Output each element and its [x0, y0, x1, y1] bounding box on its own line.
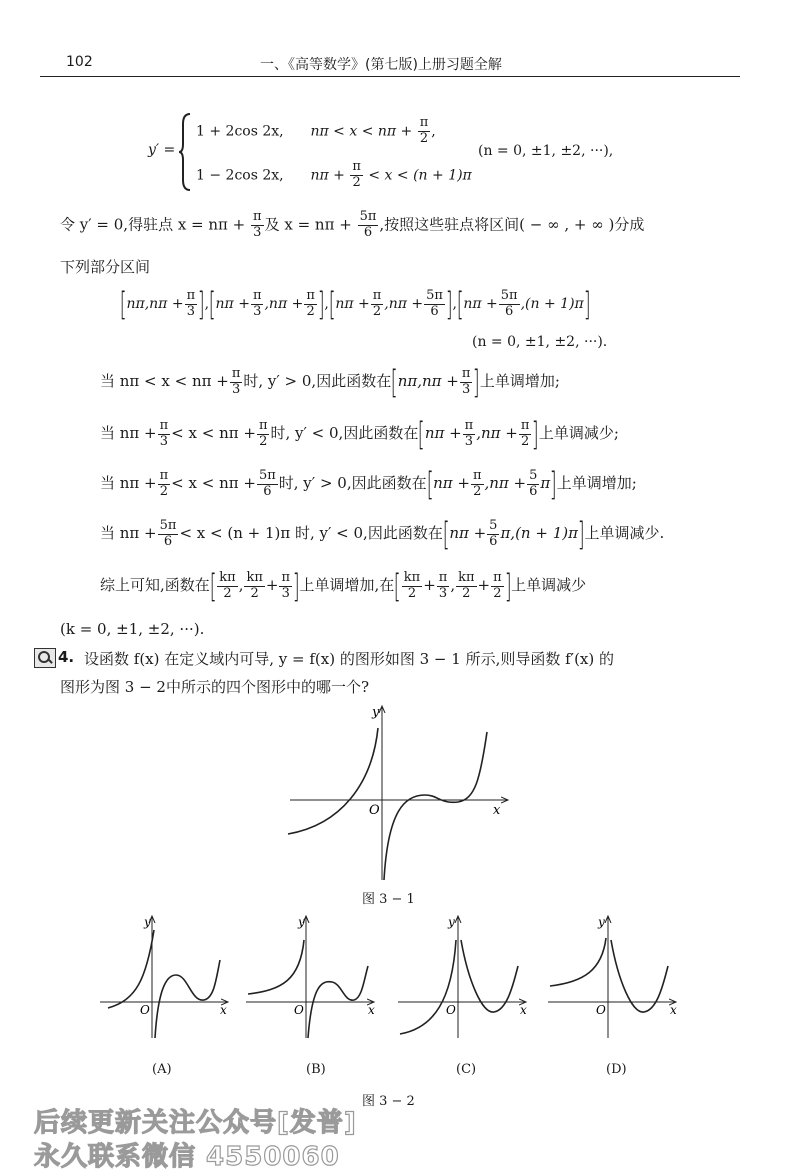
y-label: y	[372, 705, 380, 720]
curve-a-left	[108, 930, 154, 1008]
piecewise-n-range: (n = 0, ±1, ±2, ···),	[478, 143, 614, 159]
row1-expr: 1 + 2cos 2x,	[196, 123, 284, 140]
figure-3-2-panel-a	[96, 910, 236, 1040]
row2-expr: 1 − 2cos 2x,	[196, 167, 284, 184]
piecewise-row-1: 1 + 2cos 2x, nπ < x < nπ + $\frac{\pi}{2}$ ,	[196, 115, 436, 146]
svg-text:x: x	[520, 1003, 527, 1017]
problem-number: 4.	[58, 648, 75, 666]
curve-branch-left	[288, 728, 378, 834]
case-4: 当 nπ + $\frac{5\pi}{6}$ < x < (n + 1)π 时, y′ < 0,因此函数在[nπ + $\frac{5}{6}$ π,(n + 1)π]上单调减少.	[100, 515, 665, 553]
svg-text:O: O	[446, 1003, 456, 1017]
origin-label: O	[369, 803, 380, 818]
summary-line: 综上可知,函数在[ $\frac{k\pi}{2}$ , $\frac{k\pi}{2}$ + $\frac{\pi}{3}$ ]上单调增加,在[ $\frac{k\pi}{2}$ + $\frac{\pi}{3}$ , $\frac{k\pi}{2}$ + $\frac{\pi}{2}$ ]上单调减少	[100, 567, 587, 605]
x-label: x	[493, 803, 501, 818]
svg-text:O: O	[596, 1003, 606, 1017]
panel-label-a: (A)	[152, 1062, 172, 1077]
fraction: $\frac{\pi}{2}$	[352, 159, 361, 190]
curve-c-right	[461, 940, 518, 1012]
svg-text:y: y	[144, 915, 151, 929]
row2-cond: nπ +	[310, 167, 345, 184]
watermark-line-1: 后续更新关注公众号[发普]	[34, 1108, 357, 1138]
figure-3-2-panel-b	[242, 910, 382, 1040]
curve-d-right	[611, 940, 668, 1012]
curve-d-left	[550, 938, 606, 986]
case-1: 当 nπ < x < nπ + $\frac{\pi}{3}$ 时, y′ > 0,因此函数在[nπ,nπ + $\frac{\pi}{3}$ ]上单调增加;	[100, 363, 560, 401]
figure-3-2-panel-d	[544, 910, 684, 1040]
curve-a-right	[155, 960, 220, 1038]
figure-3-1	[280, 700, 520, 885]
magnifier-icon	[34, 648, 56, 668]
fraction: $\frac{\pi}{2}$	[419, 115, 429, 146]
svg-text:O: O	[294, 1003, 304, 1017]
row1-cond: nπ < x < nπ +	[310, 123, 413, 140]
intervals-intro: 下列部分区间	[60, 258, 151, 276]
svg-text:x: x	[220, 1003, 227, 1017]
problem-4-line-1: 设函数 f(x) 在定义域内可导, y = f(x) 的图形如图 3 − 1 所示,则导函数 f′(x) 的	[84, 650, 615, 668]
figure-3-2-caption: 图 3 − 2	[362, 1094, 415, 1109]
panel-label-d: (D)	[606, 1062, 627, 1077]
watermark-line-2: 永久联系微信 4550060	[34, 1142, 340, 1172]
fraction: $\frac{5\pi}{6}$	[359, 209, 377, 240]
svg-text:y: y	[598, 915, 605, 929]
panel-label-b: (B)	[306, 1062, 326, 1077]
case-3: 当 nπ + $\frac{\pi}{2}$ < x < nπ + $\frac{5\pi}{6}$ 时, y′ > 0,因此函数在[nπ + $\frac{\pi}{2}$ ,nπ + $\frac{5}{6}$ π]上单调增加;	[100, 465, 637, 503]
page-number: 102	[66, 54, 93, 70]
svg-text:y: y	[448, 915, 455, 929]
figure-3-1-caption: 图 3 − 1	[362, 892, 415, 907]
figure-3-2-panel-c	[394, 910, 534, 1040]
problem-4-line-2: 图形为图 3 − 2中所示的四个图形中的哪一个?	[60, 678, 370, 696]
curve-c-left	[400, 940, 456, 1034]
svg-text:x: x	[670, 1003, 677, 1017]
running-title: 一、《高等数学》(第七版)上册习题全解	[260, 57, 502, 73]
panel-label-c: (C)	[456, 1062, 477, 1077]
curve-branch-right	[384, 732, 487, 880]
stationary-points-line: 令 y′ = 0,得驻点 x = nπ + $\frac{\pi}{3}$ 及 x = nπ + $\frac{5\pi}{6}$ ,按照这些驻点将区间( − ∞ , + ∞ )分成	[60, 209, 645, 240]
piecewise-lhs: y′ =	[148, 142, 176, 158]
running-header	[40, 54, 740, 77]
fraction: $\frac{\pi}{3}$	[253, 209, 262, 240]
piecewise-row-2: 1 − 2cos 2x, nπ + $\frac{\pi}{2}$ < x < (n + 1)π	[196, 159, 472, 190]
case-2: 当 nπ + $\frac{\pi}{3}$ < x < nπ + $\frac{\pi}{2}$ 时, y′ < 0,因此函数在[nπ + $\frac{\pi}{3}$ ,nπ + $\frac{\pi}{2}$ ]上单调减少;	[100, 415, 619, 453]
svg-text:x: x	[368, 1003, 375, 1017]
svg-text:y: y	[298, 915, 305, 929]
svg-text:O: O	[140, 1003, 150, 1017]
left-brace	[178, 112, 192, 192]
summary-k-range: (k = 0, ±1, ±2, ···).	[60, 620, 205, 638]
intervals-n-range: (n = 0, ±1, ±2, ···).	[472, 334, 608, 350]
curve-b-left	[248, 940, 304, 994]
intervals-list: [nπ,nπ + $\frac{\pi}{3}$ ],[nπ + $\frac{\pi}{3}$ ,nπ + $\frac{\pi}{2}$ ],[nπ + $\frac{\pi}{2}$ ,nπ + $\frac{5\pi}{6}$ ],[nπ + $\frac{5\pi}{6}$ ,(n + 1)π]	[119, 285, 591, 323]
